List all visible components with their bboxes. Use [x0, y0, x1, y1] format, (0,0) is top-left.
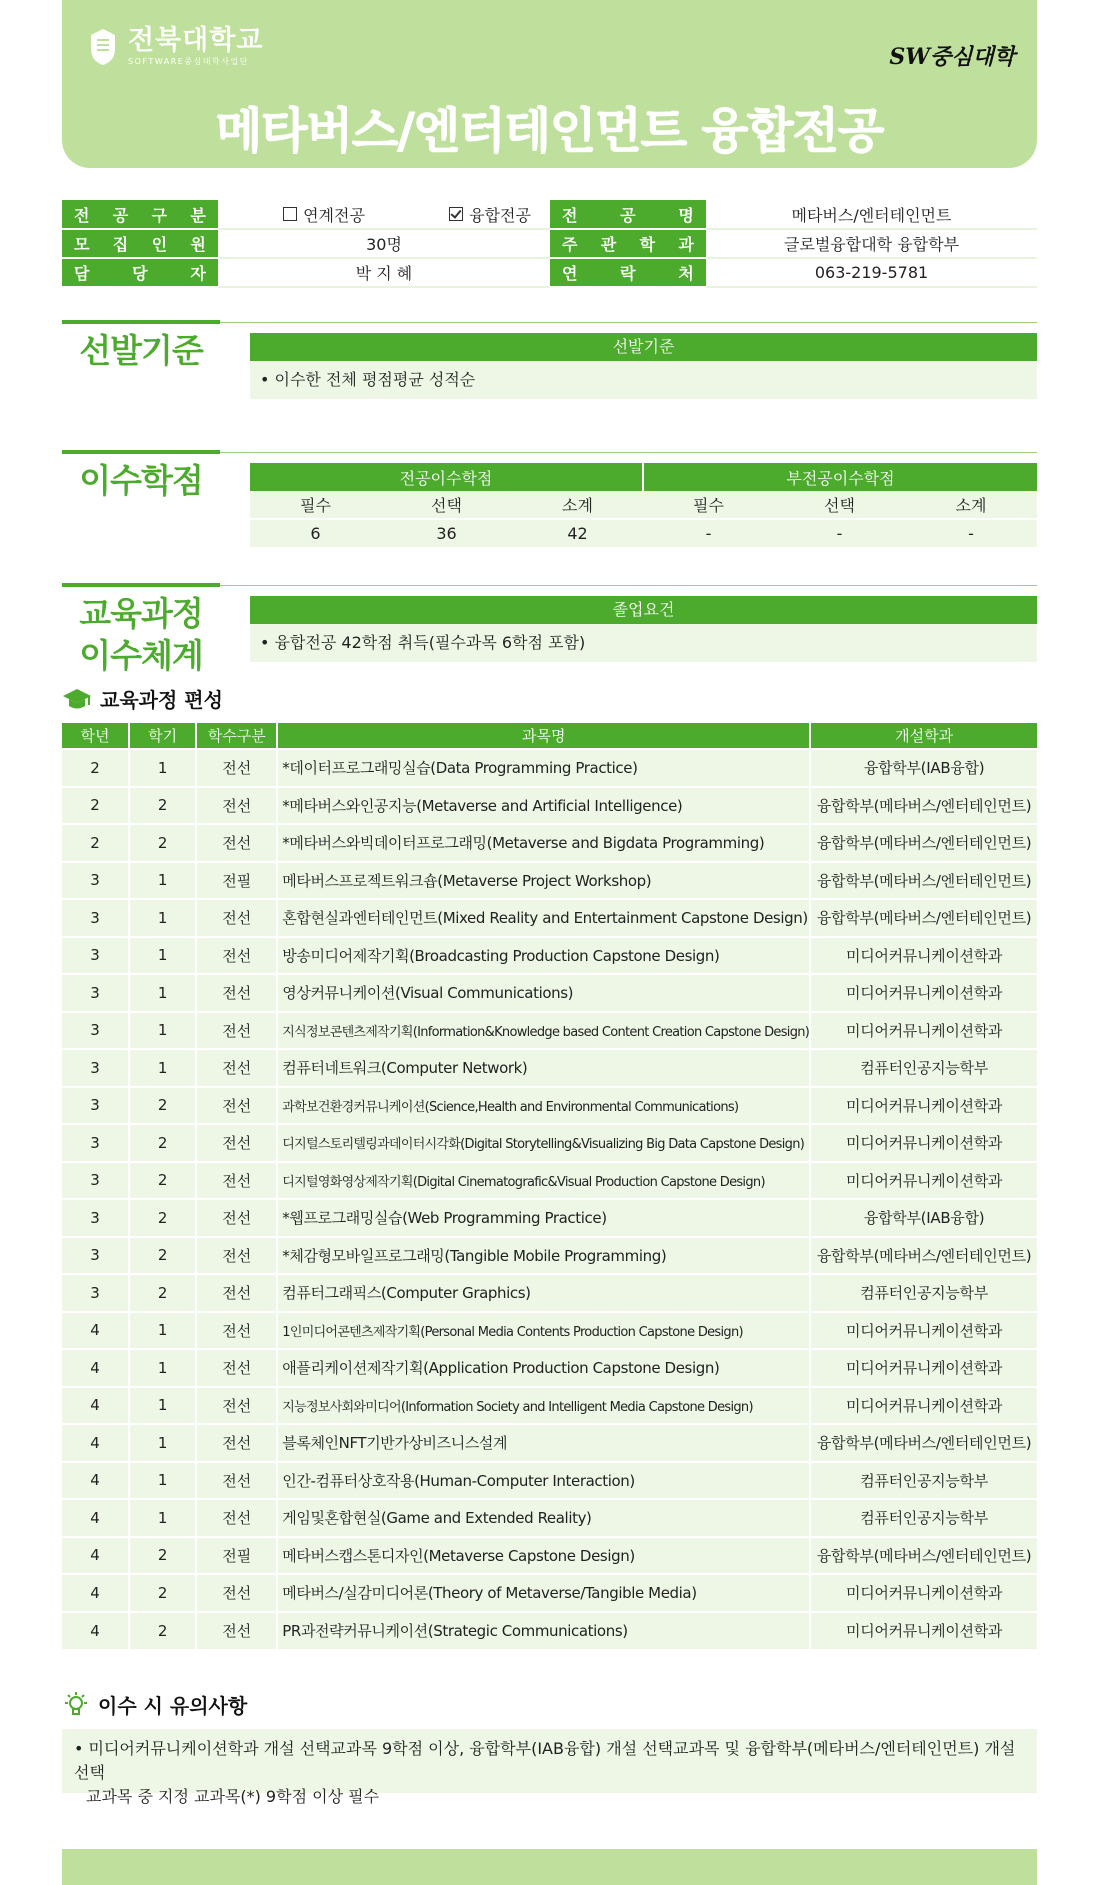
university-emblem-icon [88, 27, 118, 67]
cell-semester: 1 [129, 1387, 196, 1425]
cell-dept: 미디어커뮤니케이션학과 [810, 1574, 1037, 1612]
type-option-linked: 연계전공 [218, 200, 430, 229]
selection-item: • 이수한 전체 평점평균 성적순 [250, 361, 1037, 399]
table-row [62, 1274, 1037, 1312]
cell-semester: 1 [129, 899, 196, 937]
credits-value: - [774, 519, 905, 547]
cell-year: 4 [62, 1312, 129, 1350]
cell-year: 3 [62, 862, 129, 900]
cell-semester: 2 [129, 824, 196, 862]
cell-dept: 컴퓨터인공지능학부 [810, 1499, 1037, 1537]
cell-semester: 1 [129, 749, 196, 787]
cell-type: 전선 [196, 1162, 277, 1200]
table-row [62, 1462, 1037, 1500]
notes-heading: 이수 시 유의사항 [62, 1690, 247, 1719]
cell-year: 3 [62, 1237, 129, 1275]
credits-value: 42 [512, 519, 643, 547]
cell-course: 지식정보콘텐츠제작기획(Information&Knowledge based Content Creation Capstone Design) [277, 1012, 810, 1050]
cell-dept: 미디어커뮤니케이션학과 [810, 1612, 1037, 1650]
cell-course: 디지털영화영상제작기획(Digital Cinematografic&Visual Production Capstone Design) [277, 1162, 810, 1200]
unchecked-box-icon [283, 207, 297, 221]
cell-dept: 융합학부(메타버스/엔터테인먼트) [810, 1537, 1037, 1575]
col-header-course: 과목명 [277, 723, 810, 749]
cell-semester: 1 [129, 1012, 196, 1050]
cell-dept: 미디어커뮤니케이션학과 [810, 1387, 1037, 1425]
curriculum-heading: 교육과정 편성 [62, 684, 223, 713]
cell-semester: 1 [129, 1462, 196, 1500]
cell-semester: 1 [129, 862, 196, 900]
cell-type: 전선 [196, 1612, 277, 1650]
cell-semester: 2 [129, 1162, 196, 1200]
cell-year: 3 [62, 1087, 129, 1125]
cell-type: 전필 [196, 862, 277, 900]
cell-type: 전선 [196, 1462, 277, 1500]
manager-label: 담 당 자 [62, 258, 218, 287]
section-divider [220, 452, 1037, 453]
cell-course: 인간-컴퓨터상호작용(Human-Computer Interaction) [277, 1462, 810, 1500]
cell-year: 2 [62, 749, 129, 787]
graduation-item: • 융합전공 42학점 취득(필수과목 6학점 포함) [250, 624, 1037, 662]
major-name-value: 메타버스/엔터테인먼트 [706, 200, 1037, 229]
cell-semester: 2 [129, 1087, 196, 1125]
credits-col: 소계 [905, 491, 1037, 519]
table-row [62, 1612, 1037, 1650]
table-row [62, 824, 1037, 862]
manager-value: 박 지 혜 [218, 258, 550, 287]
table-row [62, 749, 1037, 787]
cell-dept: 미디어커뮤니케이션학과 [810, 1012, 1037, 1050]
footer-band [62, 1849, 1037, 1885]
cell-dept: 미디어커뮤니케이션학과 [810, 1087, 1037, 1125]
curriculum-system-title: 교육과정 이수체계 [62, 583, 220, 677]
cell-year: 3 [62, 1124, 129, 1162]
cell-course: 애플리케이션제작기획(Application Production Capstone Design) [277, 1349, 810, 1387]
table-row [62, 1087, 1037, 1125]
cell-dept: 융합학부(메타버스/엔터테인먼트) [810, 1237, 1037, 1275]
cell-semester: 1 [129, 1499, 196, 1537]
cell-semester: 1 [129, 1424, 196, 1462]
credits-section-title: 이수학점 [62, 450, 220, 502]
col-header-semester: 학기 [129, 723, 196, 749]
dept-value: 글로벌융합대학 융합학부 [706, 229, 1037, 258]
cell-course: *메타버스와인공지능(Metaverse and Artificial Intelligence) [277, 787, 810, 825]
cell-dept: 미디어커뮤니케이션학과 [810, 937, 1037, 975]
cell-type: 전선 [196, 1424, 277, 1462]
credits-col: 필수 [250, 491, 381, 519]
university-logo [88, 26, 263, 67]
graduation-block [250, 596, 1037, 662]
cell-year: 4 [62, 1462, 129, 1500]
table-row [62, 899, 1037, 937]
cell-year: 3 [62, 974, 129, 1012]
credits-value: 36 [381, 519, 512, 547]
cell-semester: 2 [129, 1199, 196, 1237]
table-row [62, 1312, 1037, 1350]
cell-year: 4 [62, 1612, 129, 1650]
type-label [62, 200, 218, 229]
cell-dept: 미디어커뮤니케이션학과 [810, 1312, 1037, 1350]
cell-course: 메타버스캡스톤디자인(Metaverse Capstone Design) [277, 1537, 810, 1575]
selection-block [250, 333, 1037, 399]
cell-dept: 미디어커뮤니케이션학과 [810, 1162, 1037, 1200]
cell-year: 2 [62, 787, 129, 825]
cell-semester: 1 [129, 974, 196, 1012]
cell-dept: 미디어커뮤니케이션학과 [810, 1349, 1037, 1387]
table-row [62, 1574, 1037, 1612]
page-title: 메타버스/엔터테인먼트 융합전공 [215, 103, 884, 159]
curriculum-table [62, 723, 1037, 1649]
cell-year: 4 [62, 1349, 129, 1387]
col-header-dept: 개설학과 [810, 723, 1037, 749]
cell-year: 3 [62, 1199, 129, 1237]
cell-semester: 1 [129, 1349, 196, 1387]
selection-bar: 선발기준 [250, 333, 1037, 361]
cell-course: 지능정보사회와미디어(Information Society and Intelligent Media Capstone Design) [277, 1387, 810, 1425]
type-option-convergence: 융합전공 [430, 200, 550, 229]
type-label-text: 전 공 구 분 [74, 205, 206, 225]
cell-course: 혼합현실과엔터테인먼트(Mixed Reality and Entertainment Capstone Design) [277, 899, 810, 937]
cell-dept: 미디어커뮤니케이션학과 [810, 1124, 1037, 1162]
col-header-year: 학년 [62, 723, 129, 749]
cell-year: 3 [62, 937, 129, 975]
cell-year: 4 [62, 1424, 129, 1462]
table-row [62, 1537, 1037, 1575]
cell-dept: 미디어커뮤니케이션학과 [810, 974, 1037, 1012]
graduation-cap-icon [62, 686, 92, 712]
cell-course: *메타버스와빅데이터프로그래밍(Metaverse and Bigdata Programming) [277, 824, 810, 862]
cell-course: 영상커뮤니케이션(Visual Communications) [277, 974, 810, 1012]
cell-year: 3 [62, 1162, 129, 1200]
table-row [62, 862, 1037, 900]
cell-dept: 융합학부(메타버스/엔터테인먼트) [810, 787, 1037, 825]
cell-dept: 융합학부(메타버스/엔터테인먼트) [810, 824, 1037, 862]
cell-semester: 2 [129, 1574, 196, 1612]
cell-type: 전선 [196, 974, 277, 1012]
cell-year: 4 [62, 1574, 129, 1612]
cell-course: *체감형모바일프로그래밍(Tangible Mobile Programming) [277, 1237, 810, 1275]
note-line: • 미디어커뮤니케이션학과 개설 선택교과목 9학점 이상, 융합학부(IAB융합) 개설 선택교과목 및 융합학부(메타버스/엔터테인먼트) 개설 선택 [74, 1739, 1016, 1782]
col-header-type: 학수구분 [196, 723, 277, 749]
cell-course: 메타버스/실감미디어론(Theory of Metaverse/Tangible Media) [277, 1574, 810, 1612]
cell-semester: 2 [129, 787, 196, 825]
cell-semester: 1 [129, 937, 196, 975]
cell-year: 3 [62, 1049, 129, 1087]
table-row [62, 1349, 1037, 1387]
cell-dept: 컴퓨터인공지능학부 [810, 1274, 1037, 1312]
university-name: 전북대학교 [128, 25, 264, 56]
cell-type: 전선 [196, 749, 277, 787]
cell-dept: 컴퓨터인공지능학부 [810, 1049, 1037, 1087]
major-credits-header: 전공이수학점 [250, 463, 643, 491]
cell-dept: 융합학부(메타버스/엔터테인먼트) [810, 899, 1037, 937]
cell-semester: 2 [129, 1237, 196, 1275]
cell-type: 전선 [196, 1199, 277, 1237]
cell-course: 게임및혼합현실(Game and Extended Reality) [277, 1499, 810, 1537]
cell-type: 전선 [196, 1574, 277, 1612]
cell-course: *데이터프로그래밍실습(Data Programming Practice) [277, 749, 810, 787]
table-row [62, 937, 1037, 975]
table-row [62, 1424, 1037, 1462]
cell-semester: 1 [129, 1312, 196, 1350]
cell-year: 4 [62, 1537, 129, 1575]
cell-course: 1인미디어콘텐츠제작기획(Personal Media Contents Production Capstone Design) [277, 1312, 810, 1350]
table-row [62, 1499, 1037, 1537]
cell-semester: 2 [129, 1612, 196, 1650]
cell-type: 전선 [196, 1349, 277, 1387]
cell-course: 과학보건환경커뮤니케이션(Science,Health and Environmental Communications) [277, 1087, 810, 1125]
major-info-table [62, 200, 1037, 288]
sw-university-mark: SW중심대학 [889, 44, 1015, 70]
cell-year: 3 [62, 1274, 129, 1312]
cell-type: 전선 [196, 1312, 277, 1350]
university-subtitle: SOFTWARE중심대학사업단 [128, 57, 249, 66]
table-row [62, 1049, 1037, 1087]
section-divider [220, 585, 1037, 586]
table-row [62, 1124, 1037, 1162]
cell-dept: 융합학부(메타버스/엔터테인먼트) [810, 862, 1037, 900]
cell-course: 방송미디어제작기획(Broadcasting Production Capstone Design) [277, 937, 810, 975]
cell-dept: 융합학부(메타버스/엔터테인먼트) [810, 1424, 1037, 1462]
cell-dept: 융합학부(IAB융합) [810, 1199, 1037, 1237]
note-line: 교과목 중 지정 교과목(*) 9학점 이상 필수 [86, 1787, 380, 1806]
capacity-label: 모 집 인 원 [62, 229, 218, 258]
cell-course: 블록체인NFT기반가상비즈니스설계 [277, 1424, 810, 1462]
table-row [62, 1387, 1037, 1425]
cell-dept: 융합학부(IAB융합) [810, 749, 1037, 787]
cell-type: 전선 [196, 1049, 277, 1087]
dept-label: 주 관 학 과 [550, 229, 706, 258]
notes-box [62, 1729, 1037, 1806]
table-row [62, 1199, 1037, 1237]
cell-type: 전선 [196, 1087, 277, 1125]
graduation-bar: 졸업요건 [250, 596, 1037, 624]
cell-year: 3 [62, 1012, 129, 1050]
capacity-value: 30명 [218, 229, 550, 258]
minor-credits-header: 부전공이수학점 [643, 463, 1037, 491]
table-row [62, 1237, 1037, 1275]
table-row [62, 974, 1037, 1012]
credits-value: 6 [250, 519, 381, 547]
checked-box-icon [449, 207, 463, 221]
cell-dept: 컴퓨터인공지능학부 [810, 1462, 1037, 1500]
cell-type: 전선 [196, 787, 277, 825]
credits-col: 선택 [774, 491, 905, 519]
lightbulb-icon [62, 1691, 90, 1719]
cell-type: 전선 [196, 1012, 277, 1050]
credits-col: 필수 [643, 491, 774, 519]
credits-col: 소계 [512, 491, 643, 519]
cell-course: PR과전략커뮤니케이션(Strategic Communications) [277, 1612, 810, 1650]
cell-type: 전선 [196, 824, 277, 862]
cell-year: 3 [62, 899, 129, 937]
cell-year: 4 [62, 1499, 129, 1537]
cell-semester: 2 [129, 1537, 196, 1575]
contact-value: 063-219-5781 [706, 258, 1037, 287]
cell-course: 메타버스프로젝트워크숍(Metaverse Project Workshop) [277, 862, 810, 900]
cell-type: 전선 [196, 937, 277, 975]
cell-type: 전필 [196, 1537, 277, 1575]
cell-type: 전선 [196, 1237, 277, 1275]
contact-label: 연 락 처 [550, 258, 706, 287]
table-row [62, 1162, 1037, 1200]
section-divider [220, 322, 1037, 323]
cell-semester: 1 [129, 1049, 196, 1087]
header-banner [62, 0, 1037, 168]
cell-course: 컴퓨터네트워크(Computer Network) [277, 1049, 810, 1087]
major-name-label: 전 공 명 [550, 200, 706, 229]
cell-type: 전선 [196, 1274, 277, 1312]
table-row [62, 1012, 1037, 1050]
cell-course: 디지털스토리텔링과데이터시각화(Digital Storytelling&Visualizing Big Data Capstone Design) [277, 1124, 810, 1162]
credits-value: - [905, 519, 1037, 547]
cell-type: 전선 [196, 1387, 277, 1425]
cell-type: 전선 [196, 899, 277, 937]
cell-semester: 2 [129, 1124, 196, 1162]
cell-type: 전선 [196, 1499, 277, 1537]
credits-col: 선택 [381, 491, 512, 519]
cell-course: 컴퓨터그래픽스(Computer Graphics) [277, 1274, 810, 1312]
table-row [62, 787, 1037, 825]
credits-table [250, 463, 1037, 547]
cell-year: 4 [62, 1387, 129, 1425]
cell-year: 2 [62, 824, 129, 862]
cell-semester: 2 [129, 1274, 196, 1312]
cell-type: 전선 [196, 1124, 277, 1162]
credits-value: - [643, 519, 774, 547]
cell-course: *웹프로그래밍실습(Web Programming Practice) [277, 1199, 810, 1237]
selection-section-title: 선발기준 [62, 320, 220, 372]
